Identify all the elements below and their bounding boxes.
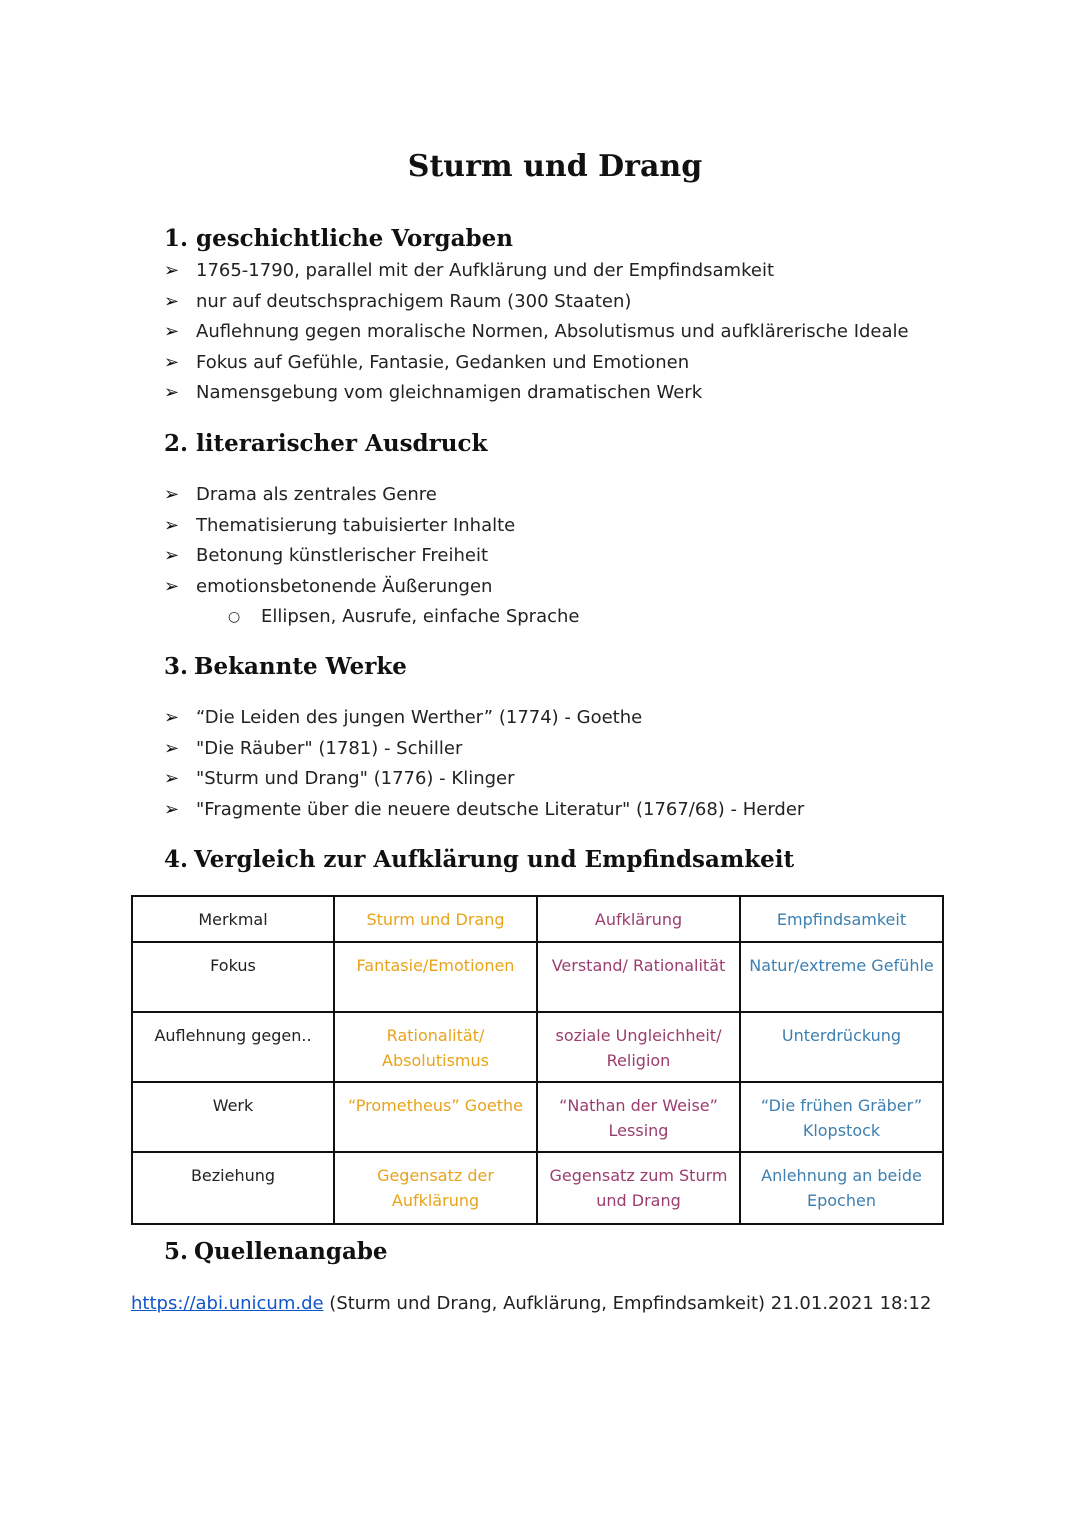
table-cell: Anlehnung an beide Epochen xyxy=(740,1152,943,1224)
source-link[interactable]: https://abi.unicum.de xyxy=(131,1293,324,1314)
table-header-row xyxy=(132,896,943,942)
list-item: ➢ nur auf deutschsprachigem Raum (300 Staaten) xyxy=(164,287,909,318)
table-header-cell: Merkmal xyxy=(132,896,334,942)
table-row xyxy=(132,1152,943,1224)
table-row xyxy=(132,1082,943,1152)
table-cell: Verstand/ Rationalität xyxy=(537,942,740,1012)
list-item: ➢ "Fragmente über die neuere deutsche Literatur" (1767/68) - Herder xyxy=(164,795,804,826)
table-cell: Werk xyxy=(132,1082,334,1152)
list-item: ➢ Betonung künstlerischer Freiheit xyxy=(164,541,579,572)
list-item: ➢ Auflehnung gegen moralische Normen, Absolutismus und aufklärerische Ideale xyxy=(164,317,909,348)
table-cell: Gegensatz der Aufklärung xyxy=(334,1152,537,1224)
arrow-bullet-icon: ➢ xyxy=(164,484,180,505)
list-item: ➢ "Sturm und Drang" (1776) - Klinger xyxy=(164,764,804,795)
table-header-cell: Sturm und Drang xyxy=(334,896,537,942)
bullet-list-1 xyxy=(164,256,909,409)
list-item: ➢ Thematisierung tabuisierter Inhalte xyxy=(164,511,579,542)
arrow-bullet-icon: ➢ xyxy=(164,321,180,342)
table-cell: “Nathan der Weise” Lessing xyxy=(537,1082,740,1152)
section-title: Vergleich zur Aufklärung und Empfindsamkeit xyxy=(194,846,795,873)
sub-list-item: ○ Ellipsen, Ausrufe, einfache Sprache xyxy=(164,602,579,633)
table-cell: “Die frühen Gräber” Klopstock xyxy=(740,1082,943,1152)
section-number: 2. xyxy=(164,430,189,457)
arrow-bullet-icon: ➢ xyxy=(164,290,180,312)
arrow-bullet-icon: ➢ xyxy=(164,798,180,820)
circle-bullet-icon: ○ xyxy=(228,609,241,625)
table-cell: soziale Ungleichheit/ Religion xyxy=(537,1012,740,1082)
bullet-list-2 xyxy=(164,480,579,633)
section-heading-3 xyxy=(164,652,407,682)
table-cell: “Prometheus” Goethe xyxy=(334,1082,537,1152)
table-row xyxy=(132,942,943,1012)
list-item: ➢ emotionsbetonende Äußerungen xyxy=(164,572,579,603)
arrow-bullet-icon: ➢ xyxy=(164,707,180,728)
list-item: ➢ “Die Leiden des jungen Werther” (1774) - Goethe xyxy=(164,703,804,734)
table-cell: Unterdrückung xyxy=(740,1012,943,1082)
arrow-bullet-icon: ➢ xyxy=(164,382,180,403)
arrow-bullet-icon: ➢ xyxy=(164,260,180,281)
section-heading-2 xyxy=(164,429,487,459)
page-title: Sturm und Drang xyxy=(407,149,703,184)
section-title: Bekannte Werke xyxy=(194,653,407,680)
section-heading-4 xyxy=(164,845,794,875)
list-item: ➢ Drama als zentrales Genre xyxy=(164,480,579,511)
table-cell: Rationalität/ Absolutismus xyxy=(334,1012,537,1082)
arrow-bullet-icon: ➢ xyxy=(164,768,180,789)
table-header-cell: Aufklärung xyxy=(537,896,740,942)
table-cell: Beziehung xyxy=(132,1152,334,1224)
table-cell: Gegensatz zum Sturm und Drang xyxy=(537,1152,740,1224)
list-item: ➢ Namensgebung vom gleichnamigen dramatischen Werk xyxy=(164,378,909,409)
arrow-bullet-icon: ➢ xyxy=(164,545,180,566)
source-citation xyxy=(131,1289,931,1319)
table-cell: Auflehnung gegen.. xyxy=(132,1012,334,1082)
section-title: literarischer Ausdruck xyxy=(196,430,488,457)
section-title: Quellenangabe xyxy=(194,1238,388,1265)
source-text: (Sturm und Drang, Aufklärung, Empfindsamkeit) 21.01.2021 18:12 xyxy=(323,1293,932,1314)
arrow-bullet-icon: ➢ xyxy=(164,737,180,759)
arrow-bullet-icon: ➢ xyxy=(164,514,180,536)
bullet-list-3 xyxy=(164,703,804,825)
arrow-bullet-icon: ➢ xyxy=(164,351,180,373)
section-number: 5. xyxy=(164,1238,189,1265)
table-cell: Fantasie/Emotionen xyxy=(334,942,537,1012)
section-title: geschichtliche Vorgaben xyxy=(196,225,513,252)
list-item: ➢ 1765-1790, parallel mit der Aufklärung und der Empfindsamkeit xyxy=(164,256,909,287)
section-number: 3. xyxy=(164,653,189,680)
section-number: 4. xyxy=(164,846,189,873)
list-item: ➢ Fokus auf Gefühle, Fantasie, Gedanken und Emotionen xyxy=(164,348,909,379)
comparison-table xyxy=(131,895,944,1225)
section-number: 1. xyxy=(164,225,189,252)
table-cell: Fokus xyxy=(132,942,334,1012)
table-header-cell: Empfindsamkeit xyxy=(740,896,943,942)
list-item: ➢ "Die Räuber" (1781) - Schiller xyxy=(164,734,804,765)
section-heading-1 xyxy=(164,224,513,254)
section-heading-5 xyxy=(164,1237,388,1267)
arrow-bullet-icon: ➢ xyxy=(164,575,180,597)
table-cell: Natur/extreme Gefühle xyxy=(740,942,943,1012)
table-row xyxy=(132,1012,943,1082)
